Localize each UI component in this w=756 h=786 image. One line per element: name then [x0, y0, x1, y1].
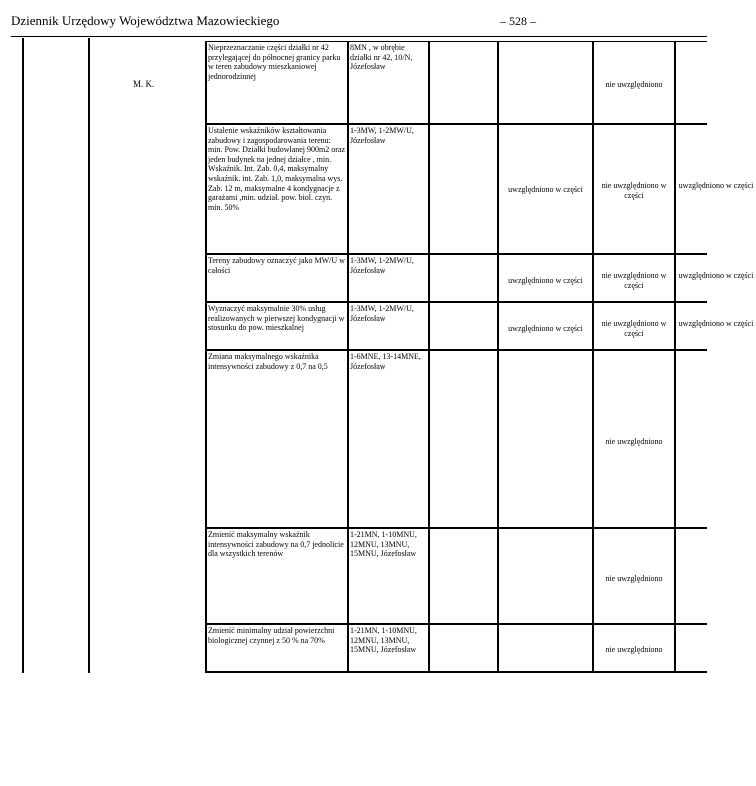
table-border-col4 — [428, 41, 430, 673]
table-border-col3 — [347, 41, 349, 673]
row2-status: nie uwzględniono w części — [601, 181, 667, 200]
page-number: – 528 – — [500, 14, 536, 28]
row-border-2 — [205, 253, 707, 255]
row1-area: 8MN , w obrębie działki nr 42, 10/N, Józefosław — [350, 43, 413, 72]
row4-col7: uwzględniono w części — [678, 319, 754, 328]
row2-col7: uwzględniono w części — [678, 181, 754, 190]
row2-description: Ustalenie wskaźników kształtowania zabudowy i zagospodarowania terenu: min. Pow. Działki budowlanej 900m2 oraz jeden budynek na jednej działce , min. Wskaźnik. Int. Zab. 0,4, maksymalny wskaźnik. int. Zab. 1,0, maksymalna wys. Zab. 12 m, maksymalne 4 kondygnacje z garażami ,min. udział. pow. biol. czyn. min. 50% — [208, 126, 346, 212]
row2-col5: uwzględniono w części — [508, 185, 583, 194]
header-rule — [11, 36, 707, 37]
row-border-6 — [205, 623, 707, 625]
row3-col5: uwzględniono w części — [508, 276, 583, 285]
row7-area: 1-21MN, 1-10MNU, 12MNU, 13MNU, 15MNU, Józefosław — [350, 626, 417, 655]
row3-description: Tereny zabudowy oznaczyć jako MW/U w całości — [208, 256, 345, 275]
row2-area: 1-3MW, 1-2MW/U, Józefosław — [350, 126, 414, 145]
row-border-5 — [205, 527, 707, 529]
row6-description: Zmienić maksymalny wskaźnik intensywności zabudowy na 0,7 jednolicie dla wszystkich terenów — [208, 530, 344, 559]
row1-status: nie uwzględniono — [605, 80, 663, 89]
row-border-top — [205, 41, 707, 42]
row4-col5: uwzględniono w części — [508, 324, 583, 333]
row3-area: 1-3MW, 1-2MW/U, Józefosław — [350, 256, 414, 275]
row4-description: Wyznaczyć maksymalnie 30% usług realizowanych w pierwszej kondygnacji w stosunku do pow. mieszkalnej — [208, 304, 345, 333]
table-border-col1 — [88, 38, 90, 673]
row5-description: Zmiana maksymalnego wskaźnika intensywności zabudowy z 0,7 na 0,5 — [208, 352, 328, 371]
row3-status: nie uwzględniono w części — [601, 271, 667, 290]
row1-description: Nieprzeznaczanie części działki nr 42 przylegającej do północnej granicy parku w teren zabudowy mieszkaniowej jednorodzinnej — [208, 43, 341, 81]
row3-col7: uwzględniono w części — [678, 271, 754, 280]
table-border-left — [22, 38, 24, 673]
table-border-col2 — [205, 41, 207, 673]
journal-title: Dziennik Urzędowy Województwa Mazowieckiego — [11, 13, 280, 28]
row7-status: nie uwzględniono — [605, 645, 663, 654]
row-border-3 — [205, 301, 707, 303]
row-border-bottom — [205, 671, 707, 673]
row-border-4 — [205, 349, 707, 351]
row4-area: 1-3MW, 1-2MW/U, Józefosław — [350, 304, 414, 323]
table-border-col5 — [497, 41, 499, 673]
row6-area: 1-21MN, 1-10MNU, 12MNU, 13MNU, 15MNU, Józefosław — [350, 530, 417, 559]
row5-area: 1-6MNE, 13-14MNE, Józefosław — [350, 352, 421, 371]
author-initials: M. K. — [133, 79, 155, 89]
row5-status: nie uwzględniono — [605, 437, 663, 446]
table-border-col7 — [674, 41, 676, 673]
row6-status: nie uwzględniono — [605, 574, 663, 583]
row7-description: Zmienić minimalny udział powierzchni biologicznej czynnej z 50 % na 70% — [208, 626, 335, 645]
row-border-1 — [205, 123, 707, 125]
row4-status: nie uwzględniono w części — [601, 319, 667, 338]
